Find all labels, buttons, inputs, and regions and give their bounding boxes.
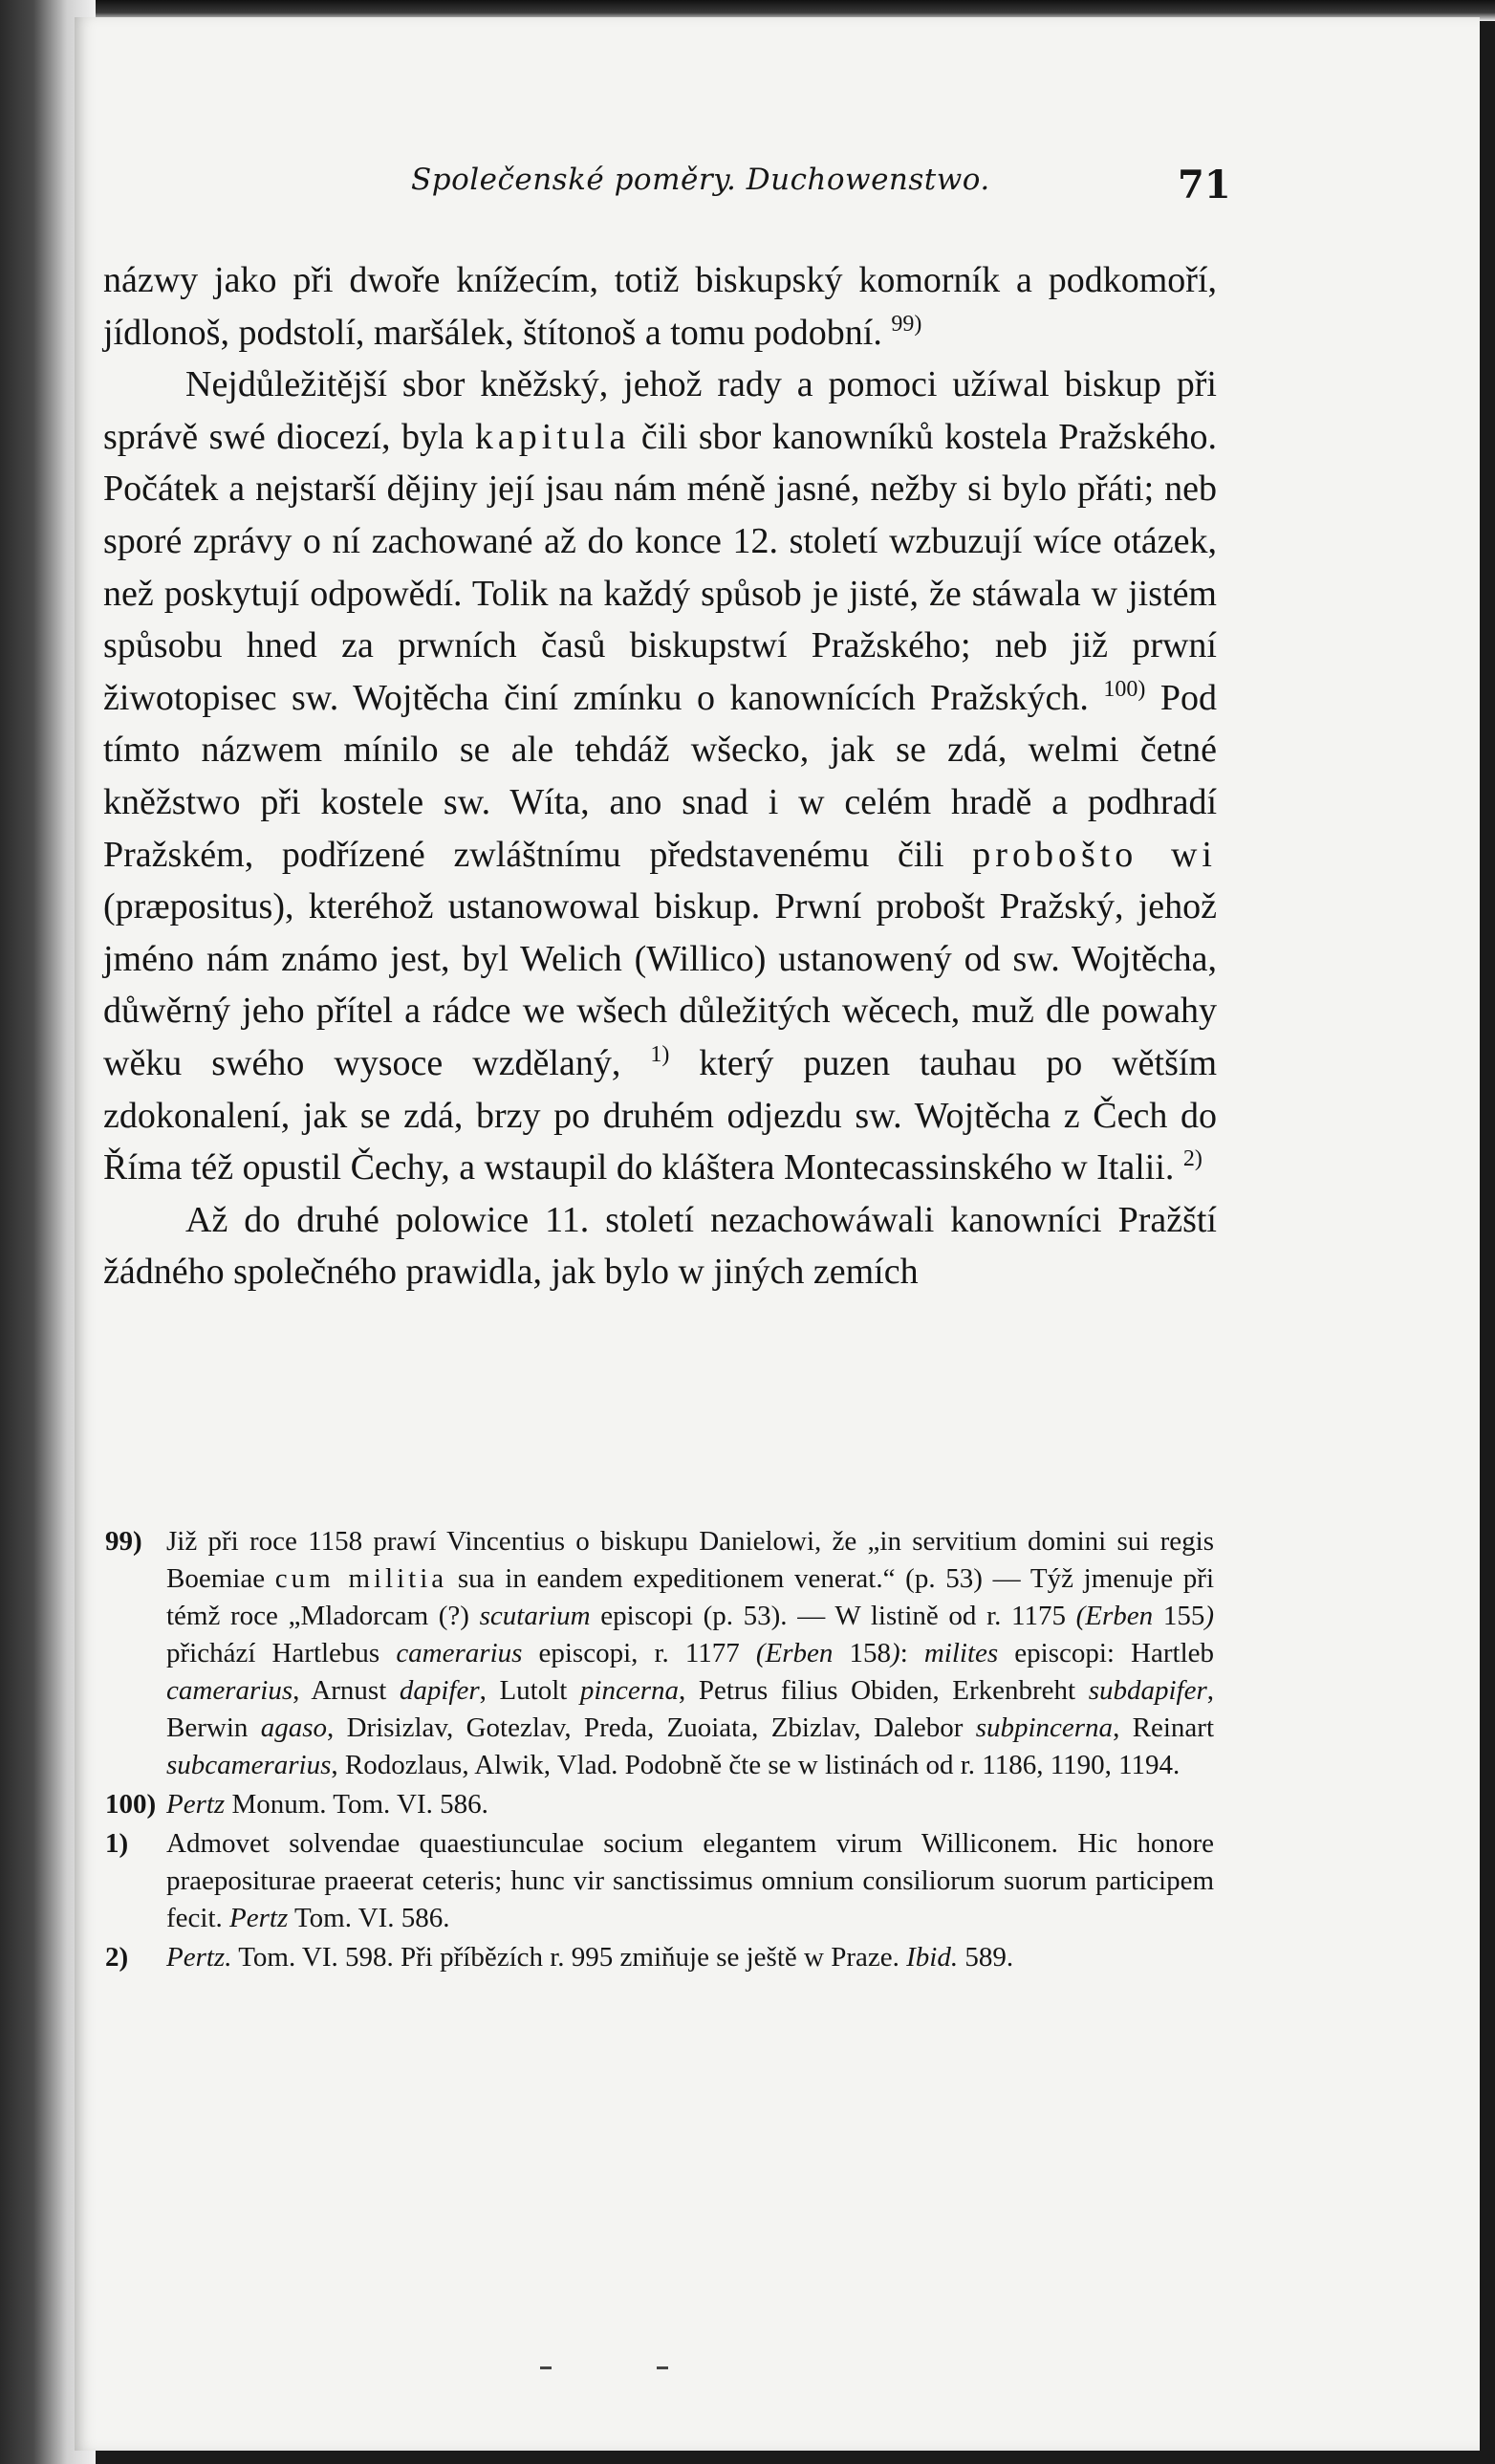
paragraph-2-text-a: Nejdůležitější sbor kněžský, jehož rady a pomoci užíwal biskup při správě swé diocezí, byla (103, 364, 1217, 457)
footnote-2 (105, 1939, 1214, 1976)
footnote-mark: 99) (105, 1526, 142, 1557)
running-head: Společenské poměry. Duchowenstwo. (411, 163, 990, 197)
print-speck (540, 2366, 552, 2369)
footnote-ref-2: 2) (1182, 1146, 1202, 1172)
footnote-99 (105, 1523, 1214, 1784)
footnote-mark: 2) (105, 1942, 129, 1973)
footnote-text: Pertz Monum. Tom. VI. 586. (166, 1789, 488, 1820)
main-text (103, 254, 1217, 1298)
paragraph-1-text: názwy jako při dwoře knížecím, totiž biskupský komorník a podkomoří, jídlonoš, podstolí, maršálek, štítonoš a tomu podobní. (103, 260, 1217, 353)
paragraph-2-text-b: čili sbor kanowníků kostela Pražského. Počátek a nejstarší dějiny její jsau nám méně jasné, nežby si bylo přáti; neb sporé zprávy o ní zachowané až do konce 12. století wzbuzují wíce otázek, než poskytují odpowědí. Tolik na každý spůsob je jisté, že stáwala w jistém spůsobu hned za prwních časů biskupstwí Pražského; neb již prwní žiwotopisec sw. Wojtěcha činí zmínku o kanownících Pražských. (103, 416, 1217, 718)
footnote-mark: 100) (105, 1789, 157, 1820)
paragraph-1 (103, 254, 1217, 359)
footnote-text: Admovet solvendae quaestiunculae socium elegantem virum Williconem. Hic honore praepositurae praeerat ceteris; hunc vir sanctissimus omnium consiliorum suorum participem fecit. Pertz Tom. VI. 586. (166, 1828, 1214, 1933)
footnote-1 (105, 1825, 1214, 1937)
footnote-ref-1: 1) (650, 1041, 670, 1067)
emphasis-probostowi: probošto wi (972, 834, 1217, 875)
footnote-ref-99: 99) (891, 311, 922, 337)
footnote-100 (105, 1786, 1214, 1823)
paragraph-3-text: Až do druhé polowice 11. století nezachowáwali kanowníci Pražští žádného společného prawidla, jak bylo w jiných zemích (103, 1199, 1217, 1293)
page-number: 71 (1178, 163, 1231, 207)
footnote-text: Již při roce 1158 prawí Vincentius o biskupu Danielowi, že „in servitium domini sui regis Boemiae cum militia sua in eandem expeditionem venerat.“ (p. 53) — Týž jmenuje při témž roce „Mladorcam (?) scutarium episcopi (p. 53). — W listině od r. 1175 (Erben 155) přichází Hartlebus camerarius episcopi, r. 1177 (Erben 158): milites episcopi: Hartleb camerarius, Arnust dapifer, Lutolt pincerna, Petrus filius Obiden, Erkenbreht subdapifer, Berwin agaso, Drisizlav, Gotezlav, Preda, Zuoiata, Zbizlav, Dalebor subpincerna, Reinart subcamerarius, Rodozlaus, Alwik, Vlad. Podobně čte se w listinách od r. 1186, 1190, 1194. (166, 1526, 1215, 1780)
footnote-text: Pertz. Tom. VI. 598. Při příbězích r. 995 zmiňuje se ještě w Praze. Ibid. 589. (166, 1942, 1014, 1973)
paragraph-2 (103, 359, 1217, 1194)
paragraph-2-text-d: (præpositus), kteréhož ustanowowal biskup. Prwní probošt Pražský, jehož jméno nám známo jest, byl Welich (Willico) ustanowený od sw. Wojtěcha, důwěrný jeho přítel a rádce we wšech důležitých wěcech, muž dle powahy wěku swého wysoce wzdělaný, (103, 886, 1217, 1083)
emphasis-kapitula: kapitula (474, 416, 631, 457)
paragraph-3 (103, 1194, 1217, 1298)
footnote-ref-100: 100) (1103, 676, 1146, 702)
paragraph-2-text-c: Pod tímto názwem mínilo se ale tehdáž wšecko, jak se zdá, welmi četné kněžstwo při kostele sw. Wíta, ano snad i w celém hradě a podhradí Pražském, podřízené zwláštnímu představenému čili (103, 677, 1218, 875)
footnotes (105, 1523, 1214, 1978)
footnote-mark: 1) (105, 1828, 129, 1859)
paragraph-2-text-e: který puzen tauhau po wětším zdokonalení, jak se zdá, brzy po druhém odjezdu sw. Wojtěcha z Čech do Říma též opustil Čechy, a wstaupil do kláštera Montecassinského w Italii. (103, 1042, 1218, 1188)
print-speck (657, 2366, 668, 2369)
